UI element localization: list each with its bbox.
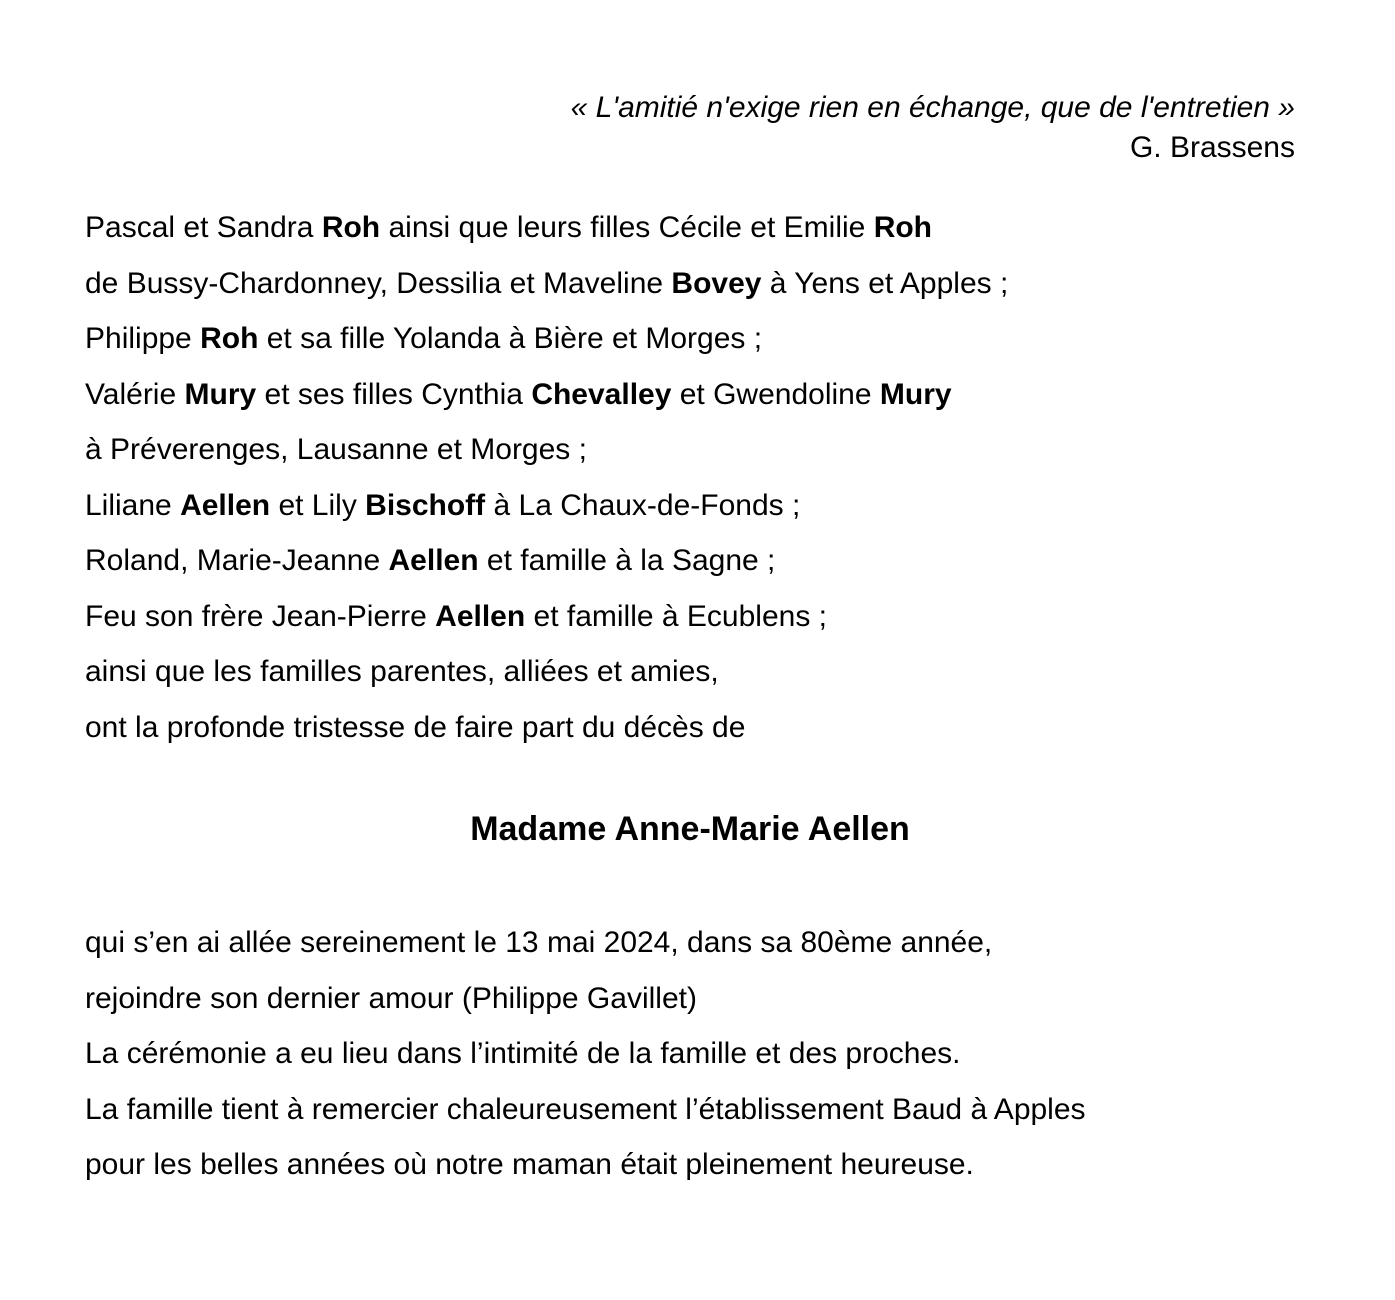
line-text: Feu son frère Jean-Pierre	[85, 599, 436, 633]
family-line	[85, 367, 1295, 423]
closing-line: La famille tient à remercier chaleureusement l’établissement Baud à Apples	[85, 1092, 1086, 1126]
family-surname-bold: Roh	[873, 211, 933, 244]
family-lines-block	[85, 200, 1295, 755]
family-line	[85, 311, 1295, 367]
family-line	[85, 533, 1295, 589]
closing-line: pour les belles années où notre maman était pleinement heureuse.	[85, 1148, 974, 1181]
deceased-name: Madame Anne-Marie Aellen	[470, 810, 910, 848]
closing-lines-block	[85, 915, 1295, 1193]
line-text: et sa fille Yolanda à Bière et Morges ;	[258, 322, 763, 355]
line-text: et Lily	[270, 488, 366, 522]
family-surname-bold: Mury	[184, 377, 257, 411]
line-text: et Gwendoline	[671, 377, 880, 411]
closing-line: rejoindre son dernier amour (Philippe Gavillet)	[85, 981, 697, 1015]
family-line	[85, 256, 1295, 312]
line-text: ainsi que leurs filles Cécile et Emilie	[380, 211, 874, 244]
quote-attribution: G. Brassens	[1129, 131, 1295, 164]
closing-line: La cérémonie a eu lieu dans l’intimité de la famille et des proches.	[85, 1037, 961, 1070]
family-line	[85, 700, 1295, 756]
line-text: Valérie	[85, 377, 185, 411]
line-text: et famille à Ecublens ;	[525, 599, 828, 633]
quote-text: « L'amitié n'exige rien en échange, que de l'entretien »	[570, 91, 1295, 124]
line-text: ainsi que les familles parentes, alliées et amies,	[85, 655, 719, 688]
family-surname-bold: Roh	[200, 322, 259, 355]
family-line	[85, 422, 1295, 478]
family-line	[85, 644, 1295, 700]
family-surname-bold: Aellen	[388, 544, 479, 577]
family-line	[85, 200, 1295, 256]
quote-block	[85, 88, 1295, 168]
line-text: à Yens et Apples ;	[761, 266, 1009, 300]
line-text: Liliane	[85, 488, 181, 522]
family-surname-bold: Bischoff	[365, 488, 486, 522]
family-surname-bold: Aellen	[435, 599, 526, 633]
family-surname-bold: Chevalley	[531, 377, 672, 411]
family-surname-bold: Aellen	[180, 488, 271, 522]
family-surname-bold: Bovey	[671, 266, 762, 300]
family-line	[85, 589, 1295, 645]
line-text: et ses filles Cynthia	[256, 377, 532, 411]
line-text: Pascal et Sandra	[85, 211, 322, 244]
line-text: de Bussy-Chardonney, Dessilia et Maveline	[85, 266, 672, 300]
closing-line: qui s’en ai allée sereinement le 13 mai 2024, dans sa 80ème année,	[85, 926, 993, 959]
line-text: à Préverenges, Lausanne et Morges ;	[85, 433, 587, 466]
line-text: ont la profonde tristesse de faire part du décès de	[85, 710, 746, 744]
family-surname-bold: Roh	[321, 211, 381, 244]
family-line	[85, 478, 1295, 534]
line-text: Roland, Marie-Jeanne	[85, 544, 389, 577]
family-surname-bold: Mury	[879, 377, 952, 411]
line-text: et famille à la Sagne ;	[478, 544, 776, 577]
line-text: Philippe	[85, 322, 201, 355]
line-text: à La Chaux-de-Fonds ;	[485, 488, 801, 522]
